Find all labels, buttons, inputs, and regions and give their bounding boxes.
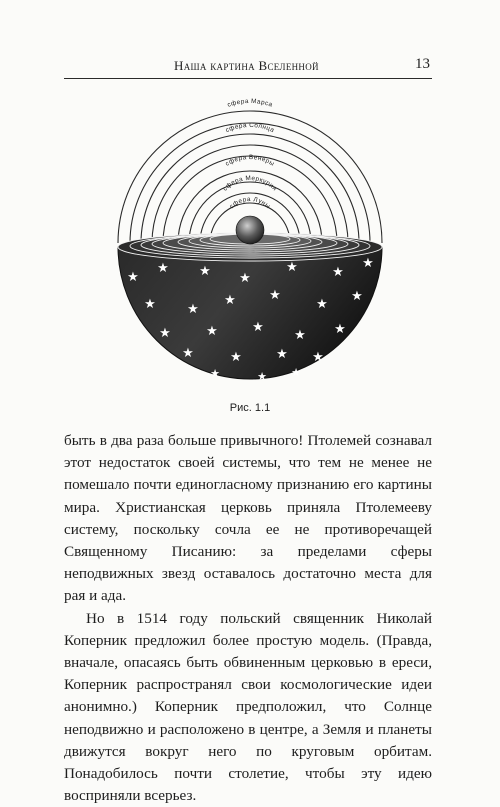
- svg-text:★: ★: [206, 324, 218, 339]
- svg-text:★: ★: [312, 350, 324, 365]
- svg-text:★: ★: [159, 326, 171, 341]
- svg-text:★: ★: [230, 350, 242, 365]
- page-number: 13: [415, 56, 430, 72]
- svg-text:★: ★: [199, 264, 211, 279]
- svg-text:★: ★: [127, 270, 139, 285]
- svg-text:★: ★: [291, 366, 301, 379]
- svg-text:★: ★: [286, 260, 298, 275]
- sphere-label-mars: сфера Марса: [226, 97, 274, 109]
- svg-text:★: ★: [144, 297, 156, 312]
- svg-text:★: ★: [224, 293, 236, 308]
- sphere-label-moon: сфера Луны: [228, 195, 272, 211]
- paragraph-1: быть в два раза больше привычного! Птолемей сознавал этот недостаток своей системы, что тем не менее не помешало почти единогласному признанию его картины мира. Христианская церковь приняла Птолемееву систему, поскольку сочла ее не противоречащей Священному Писанию: за пределами сферы неподвижных звезд оставалось достаточно места для рая и ада.: [64, 432, 432, 605]
- svg-text:★: ★: [182, 346, 194, 361]
- svg-text:★: ★: [157, 261, 169, 276]
- running-header: [64, 56, 432, 79]
- body-text: [64, 430, 432, 807]
- svg-text:★: ★: [210, 367, 220, 380]
- svg-text:★: ★: [316, 297, 328, 312]
- sphere-label-mercury: сфера Меркурия: [221, 174, 279, 193]
- svg-text:★: ★: [332, 265, 344, 280]
- svg-text:★: ★: [351, 289, 363, 304]
- svg-text:★: ★: [276, 347, 288, 362]
- earth-sphere: [236, 216, 264, 244]
- svg-text:★: ★: [269, 288, 281, 303]
- svg-text:★: ★: [294, 328, 306, 343]
- svg-text:★: ★: [187, 302, 199, 317]
- ptolemaic-system-figure: [0, 95, 500, 405]
- svg-text:★: ★: [252, 320, 264, 335]
- svg-text:★: ★: [257, 370, 267, 383]
- sphere-label-venus: сфера Венеры: [224, 153, 276, 168]
- paragraph-2: Но в 1514 году польский священник Николай Коперник предложил более простую модель. (Правда, вначале, опасаясь быть обвиненным церковью в ереси, Коперник распространял свои космологические идеи анонимно.) Коперник предположил, что Солнце неподвижно и расположено в центре, а Земля и планеты движутся вокруг него по круговым орбитам. Понадобилось почти столетие, чтобы эту идею восприняли всерьез.: [64, 609, 432, 805]
- figure-caption: Рис. 1.1: [229, 402, 271, 414]
- sphere-label-sun: сфера Солнца: [224, 121, 276, 135]
- svg-text:★: ★: [334, 322, 346, 337]
- svg-text:★: ★: [362, 256, 374, 271]
- svg-text:★: ★: [239, 271, 251, 286]
- running-title: Наша картина Вселенной: [174, 58, 319, 73]
